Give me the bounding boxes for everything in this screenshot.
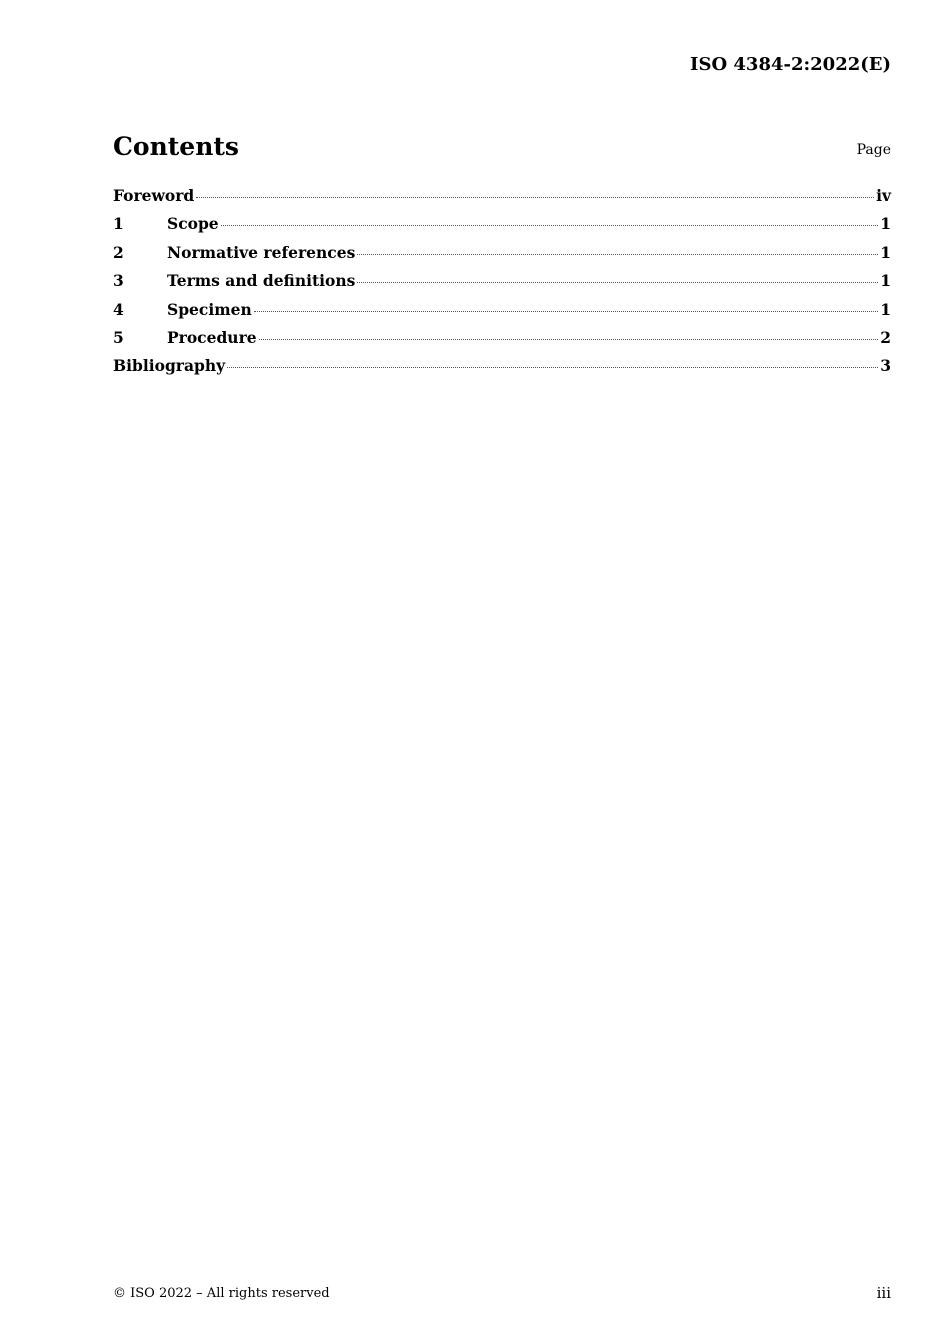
footer-page-number: iii [876,1284,891,1302]
toc-leader-dots [196,197,874,198]
toc-entry-title: Procedure [167,327,257,347]
contents-title: Contents [113,132,240,161]
toc-entry-number: 4 [113,299,124,319]
toc-entry-number: 5 [113,327,124,347]
toc-entry-title: Bibliography [113,356,226,376]
toc-entry-page: 1 [880,242,891,262]
toc-entry-number: 3 [113,271,124,291]
document-id: ISO 4384-2:2022(E) [690,54,891,75]
toc-entry-terms-and-definitions[interactable] [113,271,891,299]
toc-entry-page: 1 [880,214,891,234]
toc-entry-normative-references[interactable] [113,243,891,271]
toc-entry-number: 2 [113,242,124,262]
toc-entry-number: 1 [113,214,124,234]
toc-entry-scope[interactable] [113,214,891,242]
footer-copyright: © ISO 2022 – All rights reserved [113,1286,330,1301]
table-of-contents [113,186,891,385]
toc-entry-title: Normative references [167,242,356,262]
page-column-label: Page [856,142,891,158]
toc-leader-dots [259,339,879,340]
toc-entry-page: 1 [880,271,891,291]
toc-leader-dots [357,282,878,283]
toc-entry-procedure[interactable] [113,328,891,356]
toc-entry-page: 3 [880,356,891,376]
toc-entry-title: Scope [167,214,219,234]
contents-header [113,132,891,164]
toc-entry-bibliography[interactable] [113,356,891,384]
toc-leader-dots [227,367,878,368]
toc-leader-dots [221,225,879,226]
toc-entry-page: 2 [880,327,891,347]
toc-entry-page: 1 [880,299,891,319]
toc-leader-dots [357,254,878,255]
toc-entry-title: Terms and definitions [167,271,356,291]
toc-entry-page: iv [876,186,891,205]
toc-entry-specimen[interactable] [113,300,891,328]
toc-entry-title: Specimen [167,299,252,319]
toc-entry-foreword[interactable] [113,186,891,214]
toc-entry-title: Foreword [113,186,195,205]
toc-leader-dots [254,311,878,312]
